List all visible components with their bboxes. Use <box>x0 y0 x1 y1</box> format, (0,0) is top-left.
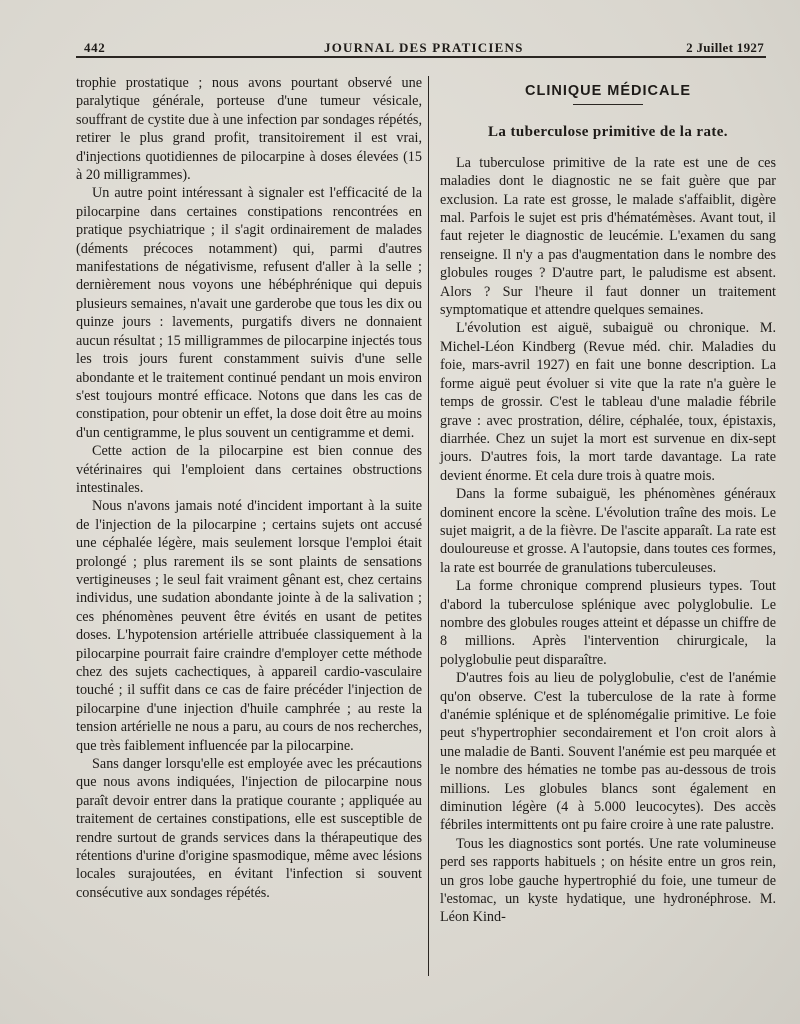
paragraph: Un autre point intéressant à signaler est l'efficacité de la pilocarpine dans certaines constipations rencontrées en pratique psychiatrique ; il s'agit ordinairement de malades (déments précoces notamment) qui, parmi d'autres manifestations de négativisme, refusent d'aller à la selle ; dernièrement nous voyons une hébéphrénique qui depuis plusieurs semaines, n'avait une garderobe que tous les dix ou quinze jours : lavements, purgatifs divers ne donnaient aucun résultat ; 15 milligrammes de pilocarpine injectés tous les trois jours furent constamment suivis d'une selle abondante et le traitement continué pendant un mois environ s'est toujours montré efficace. Notons que dans les cas de constipation, pour obtenir un effet, la dose doit être au moins d'un centigramme, le plus souvent un centigramme et demi. <box>76 185 422 441</box>
paragraph: Cette action de la pilocarpine est bien connue des vétérinaires qui l'emploient dans certaines obstructions intestinales. <box>76 443 422 496</box>
section-title-rule <box>573 104 643 105</box>
paragraph: Dans la forme subaiguë, les phénomènes généraux dominent encore la scène. L'évolution traîne des mois. Le sujet maigrit, a de la fièvre. De l'ascite apparaît. La rate est douloureuse et grosse. A l'autopsie, dans toutes ces formes, la rate est bourrée de granulations tuberculeuses. <box>440 486 776 576</box>
journal-title: JOURNAL DES PRATICIENS <box>324 40 524 55</box>
section-title: CLINIQUE MÉDICALE <box>524 83 692 99</box>
paragraph: Tous les diagnostics sont portés. Une rate volumineuse perd ses rapports habituels ; on hésite entre un gros rein, un gros lobe gauche hypertrophié du foie, une tumeur de l'estomac, un kyste hydatique, une hydronéphrose. M. Léon Kind- <box>440 835 776 926</box>
column-divider <box>428 76 429 976</box>
running-header <box>84 36 764 56</box>
paragraph: L'évolution est aiguë, subaiguë ou chronique. M. Michel-Léon Kindberg (Revue méd. chir. Maladies du foie, mars-avril 1927) en fait une bonne description. La forme aiguë peut évoluer si vite que la rate n'a guère le temps de grossir. C'est le tableau d'une maladie fébrile grave : avec prostration, délire, céphalée, toux, épistaxis, diarrhée. Chez un sujet la mort est survenue en dix-sept jours. D'autres fois, la mort tarde davantage. La rate devient énorme. Et cela dure trois à quatre mois. <box>440 320 776 484</box>
left-column <box>76 74 422 902</box>
article-title: La tuberculose primitive de la rate. <box>488 124 728 141</box>
paragraph: La tuberculose primitive de la rate est une de ces maladies dont le diagnostic ne se fait guère que par exclusion. La rate est grosse, le malade s'affaiblit, digère mal. Parfois le sujet est pris d'hématémèses. Avant tout, il faut rejeter le diagnostic de leucémie. L'examen du sang renseigne. Il n'y a pas d'augmentation dans le nombre des globules rouges ? D'autre part, le paludisme est absent. Alors ? Sur l'heure il faut donner un traitement symptomatique et attendre quelques semaines. <box>440 154 776 319</box>
paragraph: Nous n'avons jamais noté d'incident important à la suite de l'injection de la pilocarpine ; certains sujets ont accusé une céphalée légère, mais seulement lorsque l'emploi était prolongé ; plus rarement ils se sont plaints de sensations vertigineuses ; le seul fait vraiment gênant est, chez certains individus, une sudation abondante jointe à de la salivation ; ces phénomènes peuvent être évités en usant de petites doses. L'hypotension artérielle attribuée classiquement à la pilocarpine pourrait faire craindre d'employer cette méthode chez des sujets cachectiques, à appareil cardio-vasculaire touché ; il suffit dans ce cas de faire précéder l'injection de pilocarpine d'une injection d'huile camphrée ; au reste la tension artérielle ne nous a paru, au cours de nos recherches, que très faiblement influencée par la pilocarpine. <box>76 498 422 754</box>
paragraph: Sans danger lorsqu'elle est employée avec les précautions que nous avons indiquées, l'injection de pilocarpine nous paraît devoir entrer dans la pratique courante ; appliquée au traitement de certaines constipations, elle est susceptible de rendre surtout de grands services dans la thérapeutique des rétentions d'urine d'origine spasmodique, même avec lésions locales surajoutées, en évitant l'infection si souvent consécutive aux sondages répétés. <box>76 756 422 901</box>
header-rule <box>76 56 766 58</box>
paragraph: trophie prostatique ; nous avons pourtant observé une paralytique générale, porteuse d'une tumeur vésicale, souffrant de cystite due à une infection par sondages répétés, retirer le plus grand profit, transitoirement il est vrai, d'injections quotidiennes de pilocarpine à doses élevées (15 à 20 milligrammes). <box>76 75 422 184</box>
paragraph: La forme chronique comprend plusieurs types. Tout d'abord la tuberculose splénique avec polyglobulie. Le nombre des globules rouges atteint et dépasse un chiffre de 8 millions. Après l'intervention chirurgicale, la polyglobulie peut disparaître. <box>440 578 776 668</box>
right-column <box>440 74 776 927</box>
page-number: 442 <box>84 40 106 55</box>
issue-date: 2 Juillet 1927 <box>686 40 764 55</box>
paragraph: D'autres fois au lieu de polyglobulie, c'est de l'anémie qu'on observe. C'est la tuberculose de la rate à forme d'anémie splénique et de splénomégalie primitive. Le foie peut s'hypertrophier secondairement et l'on croit alors à une maladie de Banti. Souvent l'anémie est peu marquée et le nombre des hématies ne tombe pas au-dessous de trois millions. Les globules blancs sont également en diminution légère (4 à 5.000 leucocytes). Des accès fébriles intermittents ont pu faire croire à une rate palustre. <box>440 670 776 834</box>
